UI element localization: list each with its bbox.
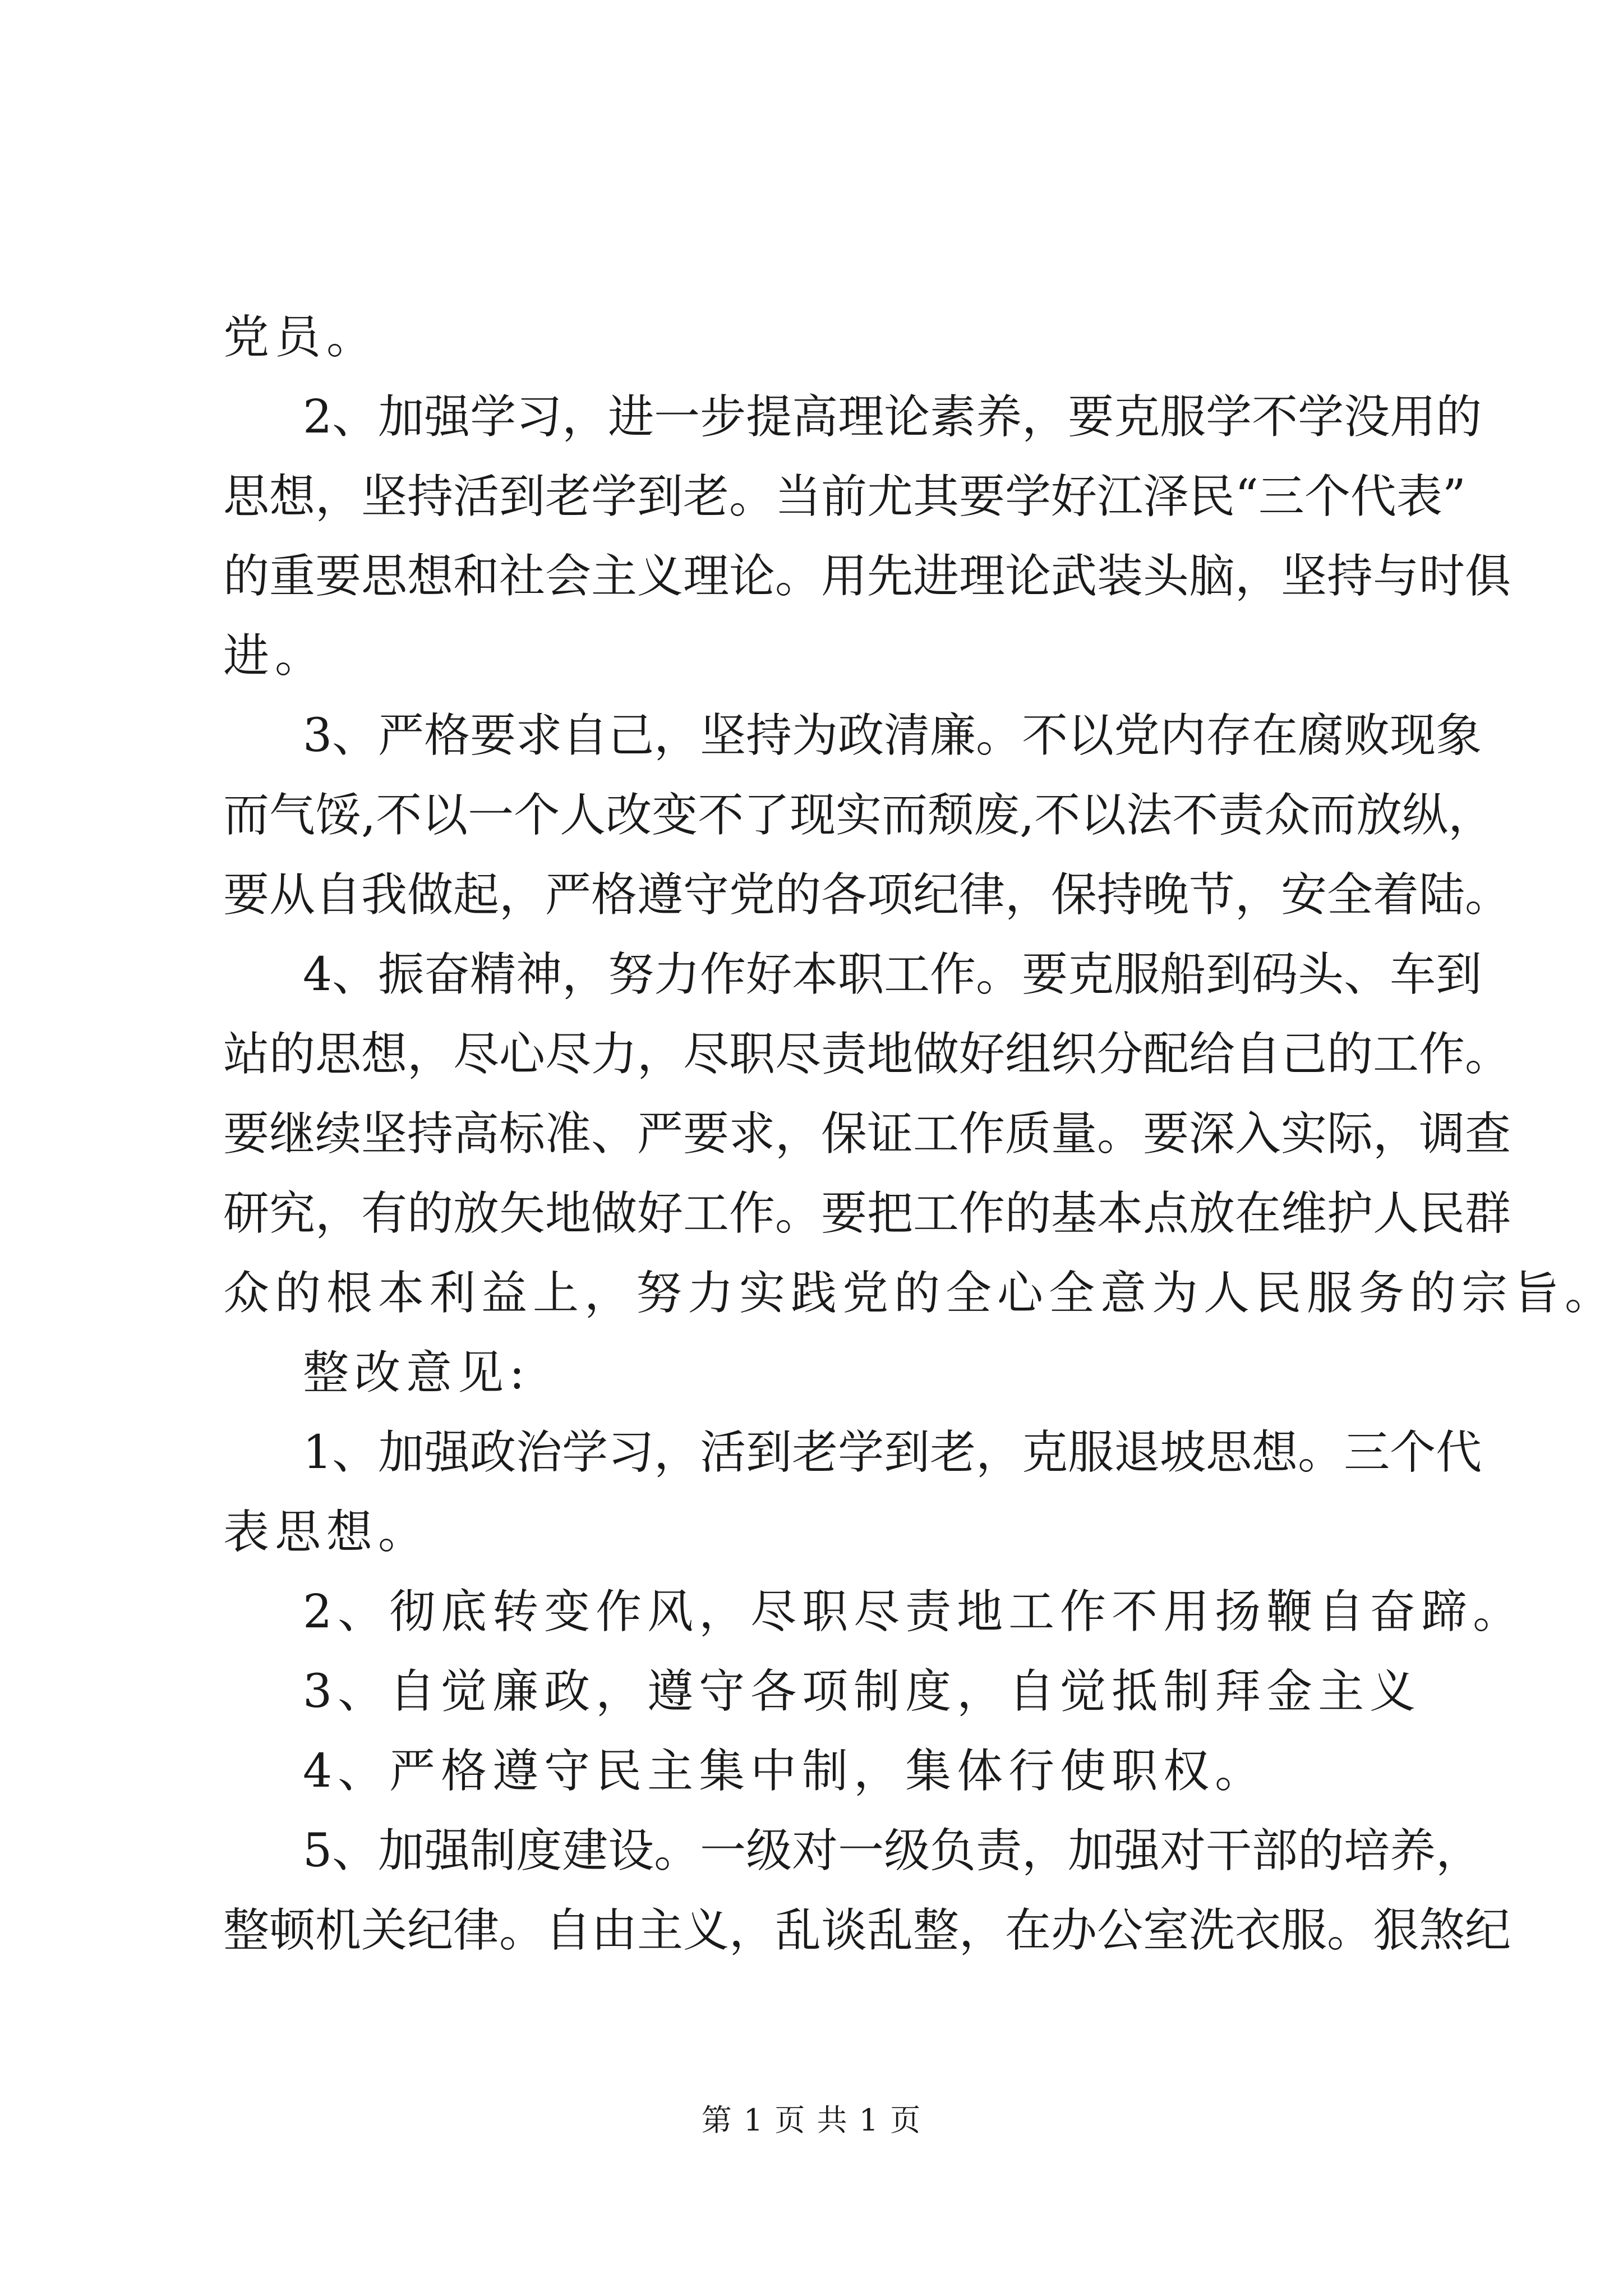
- text-line: 党员。: [223, 311, 379, 364]
- text-line: 3、严格要求自己，坚持为政清廉。不以党内存在腐败现象: [303, 709, 1482, 762]
- text-line: 2、彻底转变作风，尽职尽责地工作不用扬鞭自奋蹄。: [303, 1585, 1525, 1639]
- text-line: 要从自我做起，严格遵守党的各项纪律，保持晚节，安全着陆。: [223, 868, 1511, 922]
- text-line: 4、振奋精神，努力作好本职工作。要克服船到码头、车到: [303, 948, 1482, 1001]
- text-line: 进。: [223, 629, 327, 683]
- page-footer: 第 1 页 共 1 页: [701, 2102, 922, 2138]
- text-line: 2、加强学习，进一步提高理论素养，要克服学不学没用的: [303, 390, 1482, 444]
- text-line: 思想，坚持活到老学到老。当前尤其要学好江泽民“三个代表”: [223, 470, 1466, 523]
- text-line: 3、自觉廉政，遵守各项制度，自觉抵制拜金主义: [303, 1665, 1422, 1718]
- text-line: 要继续坚持高标准、严要求，保证工作质量。要深入实际，调查: [223, 1107, 1511, 1161]
- text-line: 研究，有的放矢地做好工作。要把工作的基本点放在维护人民群: [223, 1187, 1511, 1240]
- text-line: 站的思想，尽心尽力，尽职尽责地做好组织分配给自己的工作。: [223, 1028, 1511, 1081]
- text-line: 而气馁,不以一个人改变不了现实而颓废,不以法不责众而放纵，: [223, 789, 1495, 842]
- text-line: 5、加强制度建设。一级对一级负责，加强对干部的培养，: [303, 1824, 1482, 1878]
- text-line: 表思想。: [223, 1506, 430, 1559]
- text-line: 1、加强政治学习，活到老学到老，克服退坡思想。三个代: [303, 1426, 1482, 1479]
- text-line: 整顿机关纪律。自由主义，乱谈乱整，在办公室洗衣服。狠煞纪: [223, 1904, 1511, 1957]
- text-line: 的重要思想和社会主义理论。用先进理论武装头脑，坚持与时俱: [223, 550, 1511, 603]
- text-line: 4、严格遵守民主集中制，集体行使职权。: [303, 1745, 1267, 1798]
- section-heading: 整改意见:: [303, 1346, 531, 1400]
- text-line: 众的根本利益上，努力实践党的全心全意为人民服务的宗旨。: [223, 1267, 1617, 1320]
